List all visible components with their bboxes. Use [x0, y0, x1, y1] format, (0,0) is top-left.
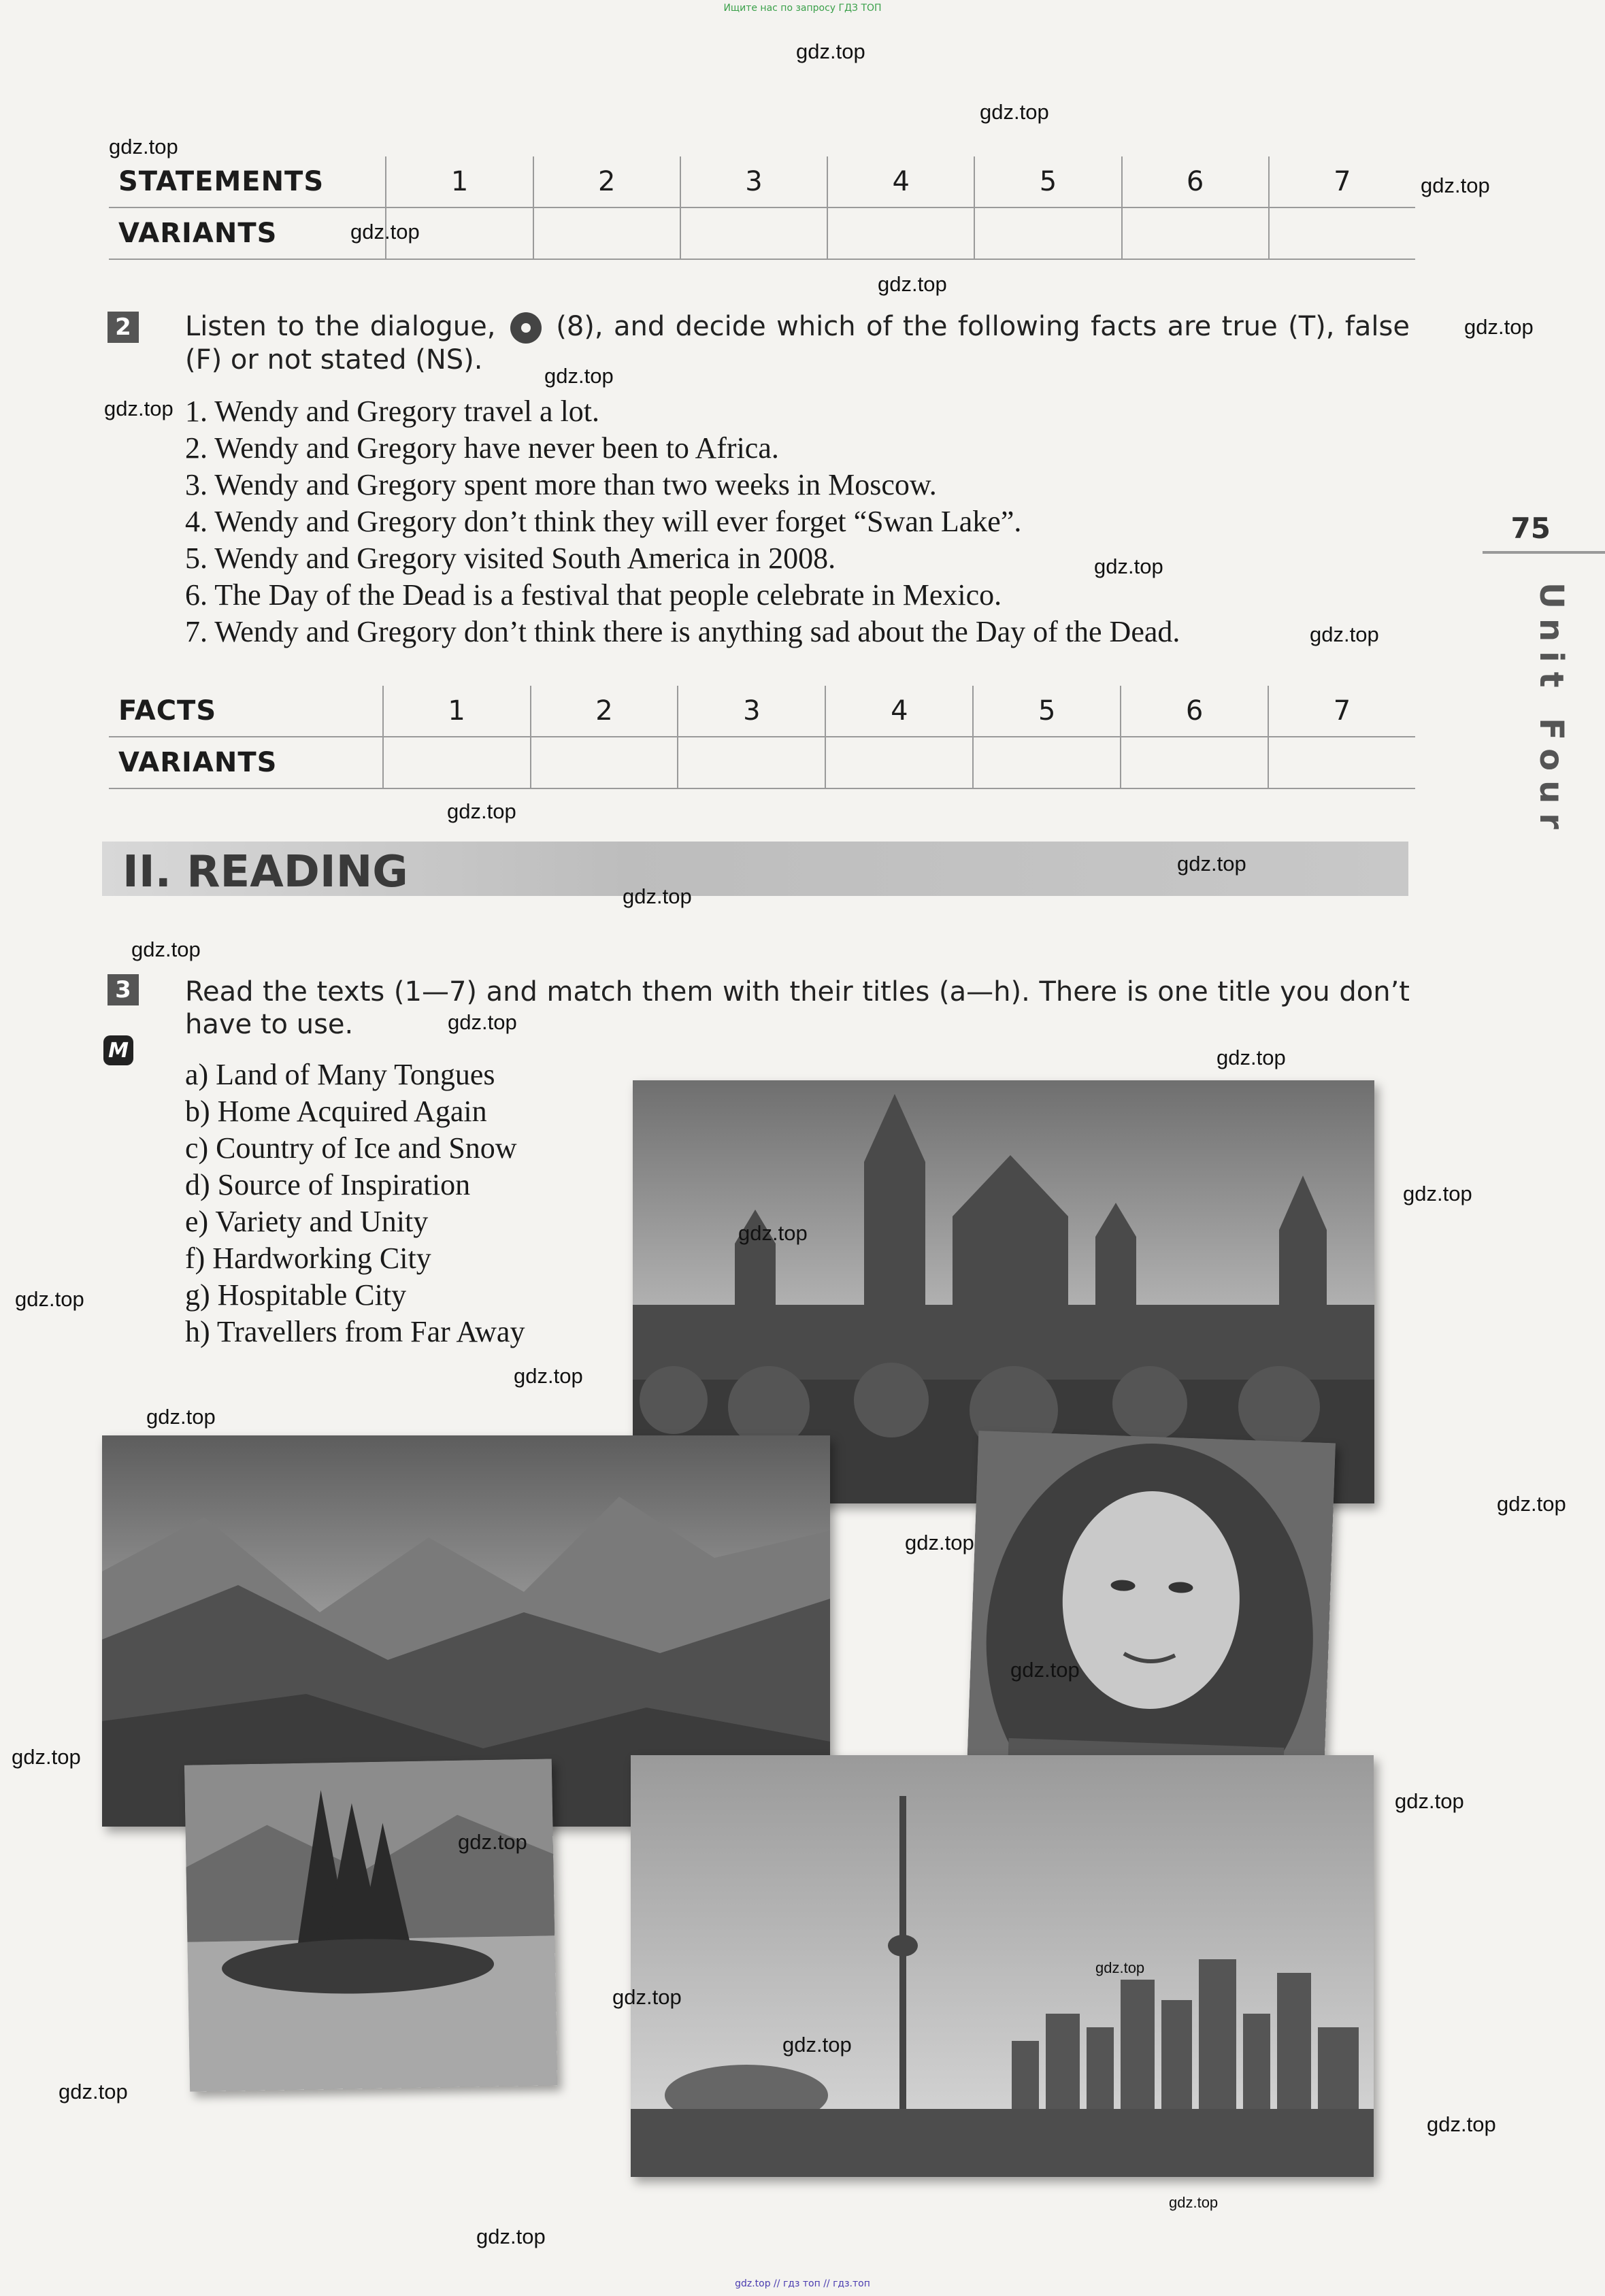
- watermark: gdz.top: [738, 1221, 808, 1245]
- table-cell: 3: [678, 686, 825, 737]
- list-item: g) Hospitable City: [185, 1278, 407, 1312]
- statements-table: [109, 156, 1415, 260]
- watermark: gdz.top: [905, 1531, 974, 1554]
- table-cell: 7: [1269, 156, 1415, 207]
- answer-cell[interactable]: [531, 737, 678, 788]
- watermark: gdz.top: [146, 1405, 216, 1429]
- task-2-badge: 2: [107, 312, 139, 343]
- table-cell: 1: [383, 686, 531, 737]
- watermark: gdz.top: [59, 2080, 128, 2103]
- reading-heading: II. READING: [122, 847, 408, 897]
- list-item: e) Variety and Unity: [185, 1205, 429, 1238]
- list-item: c) Country of Ice and Snow: [185, 1131, 517, 1165]
- skyline-photo: [631, 1755, 1374, 2177]
- page-rule: [1483, 551, 1605, 554]
- watermark: gdz.top: [448, 1010, 517, 1034]
- instruction-part-a: Listen to the dialogue,: [185, 311, 496, 342]
- watermark: gdz.top: [476, 2225, 546, 2248]
- task-2-instruction: [185, 310, 1410, 376]
- answer-cell[interactable]: [827, 207, 974, 259]
- list-item: b) Home Acquired Again: [185, 1095, 487, 1128]
- statements-header: STATEMENTS: [109, 156, 386, 207]
- table-cell: 5: [973, 686, 1121, 737]
- list-item: 4. Wendy and Gregory don’t think they will ever forget “Swan Lake”.: [185, 505, 1022, 538]
- facts-header: FACTS: [109, 686, 383, 737]
- list-item: 5. Wendy and Gregory visited South America in 2008.: [185, 542, 836, 575]
- lake-photo: [184, 1759, 557, 2091]
- answer-cell[interactable]: [1269, 207, 1415, 259]
- watermark: gdz.top: [104, 397, 173, 420]
- table-cell: 2: [533, 156, 680, 207]
- answer-cell[interactable]: [974, 207, 1121, 259]
- watermark: gdz.top: [1177, 852, 1246, 876]
- answer-cell[interactable]: [383, 737, 531, 788]
- watermark: gdz.top: [782, 2033, 852, 2057]
- table-cell: 7: [1268, 686, 1415, 737]
- table-cell: 6: [1122, 156, 1269, 207]
- answer-cell[interactable]: [825, 737, 973, 788]
- table-cell: 4: [825, 686, 973, 737]
- answer-cell[interactable]: [1122, 207, 1269, 259]
- footer-note: gdz.top // гдз топ // гдз.топ: [735, 2278, 870, 2289]
- watermark: gdz.top: [1217, 1046, 1286, 1069]
- watermark: gdz.top: [1395, 1789, 1464, 1813]
- watermark: gdz.top: [544, 364, 614, 388]
- watermark: gdz.top: [1169, 2194, 1219, 2211]
- instruction-part-b: (8), and decide which of the following facts are true (T), false (F) or not stated (NS).: [185, 311, 1410, 376]
- watermark: gdz.top: [15, 1287, 84, 1311]
- watermark: gdz.top: [350, 220, 420, 244]
- unit-label: Unit Four: [1532, 582, 1570, 839]
- watermark: gdz.top: [1094, 554, 1163, 578]
- watermark: gdz.top: [980, 100, 1049, 124]
- facts-list: [185, 393, 1410, 650]
- watermark: gdz.top: [612, 1985, 682, 2009]
- cd-icon: [510, 312, 542, 344]
- list-item: 6. The Day of the Dead is a festival that people celebrate in Mexico.: [185, 578, 1002, 612]
- answer-cell[interactable]: [1268, 737, 1415, 788]
- list-item: a) Land of Many Tongues: [185, 1058, 495, 1091]
- table-cell: 5: [974, 156, 1121, 207]
- list-item: d) Source of Inspiration: [185, 1168, 471, 1201]
- watermark: gdz.top: [796, 39, 865, 63]
- watermark: gdz.top: [1421, 173, 1490, 197]
- table-cell: 3: [680, 156, 827, 207]
- variants-header: VARIANTS: [109, 207, 386, 259]
- watermark: gdz.top: [1095, 1959, 1145, 1976]
- titles-list: [185, 1057, 621, 1350]
- answer-cell[interactable]: [1121, 737, 1268, 788]
- watermark: gdz.top: [514, 1364, 583, 1388]
- task-3-instruction: Read the texts (1—7) and match them with their titles (a—h). There is one title you don’t have to use.: [185, 976, 1410, 1040]
- task-3-badge: 3: [107, 974, 139, 1005]
- watermark: gdz.top: [878, 272, 947, 296]
- table-cell: 1: [386, 156, 533, 207]
- watermark: gdz.top: [1310, 622, 1379, 646]
- header-note: Ищите нас по запросу ГДЗ ТОП: [723, 3, 882, 14]
- list-item: 1. Wendy and Gregory travel a lot.: [185, 395, 600, 428]
- watermark: gdz.top: [1403, 1182, 1472, 1205]
- answer-cell[interactable]: [973, 737, 1121, 788]
- watermark: gdz.top: [1427, 2112, 1496, 2136]
- watermark: gdz.top: [12, 1745, 81, 1769]
- watermark: gdz.top: [447, 799, 516, 823]
- watermark: gdz.top: [109, 135, 178, 159]
- watermark: gdz.top: [1497, 1492, 1566, 1516]
- watermark: gdz.top: [458, 1830, 527, 1854]
- list-item: f) Hardworking City: [185, 1242, 431, 1275]
- watermark: gdz.top: [623, 884, 692, 908]
- m-icon: M: [103, 1035, 133, 1065]
- table-cell: 4: [827, 156, 974, 207]
- variants-header: VARIANTS: [109, 737, 383, 788]
- answer-cell[interactable]: [678, 737, 825, 788]
- list-item: 3. Wendy and Gregory spent more than two weeks in Moscow.: [185, 468, 937, 501]
- list-item: 2. Wendy and Gregory have never been to Africa.: [185, 431, 779, 465]
- list-item: h) Travellers from Far Away: [185, 1315, 525, 1348]
- facts-table: [109, 686, 1415, 789]
- watermark: gdz.top: [1010, 1658, 1080, 1682]
- table-cell: 2: [531, 686, 678, 737]
- watermark: gdz.top: [1464, 315, 1534, 339]
- list-item: 7. Wendy and Gregory don’t think there is anything sad about the Day of the Dead.: [185, 615, 1180, 648]
- page-number: 75: [1510, 512, 1551, 545]
- answer-cell[interactable]: [533, 207, 680, 259]
- table-cell: 6: [1121, 686, 1268, 737]
- answer-cell[interactable]: [680, 207, 827, 259]
- watermark: gdz.top: [131, 937, 201, 961]
